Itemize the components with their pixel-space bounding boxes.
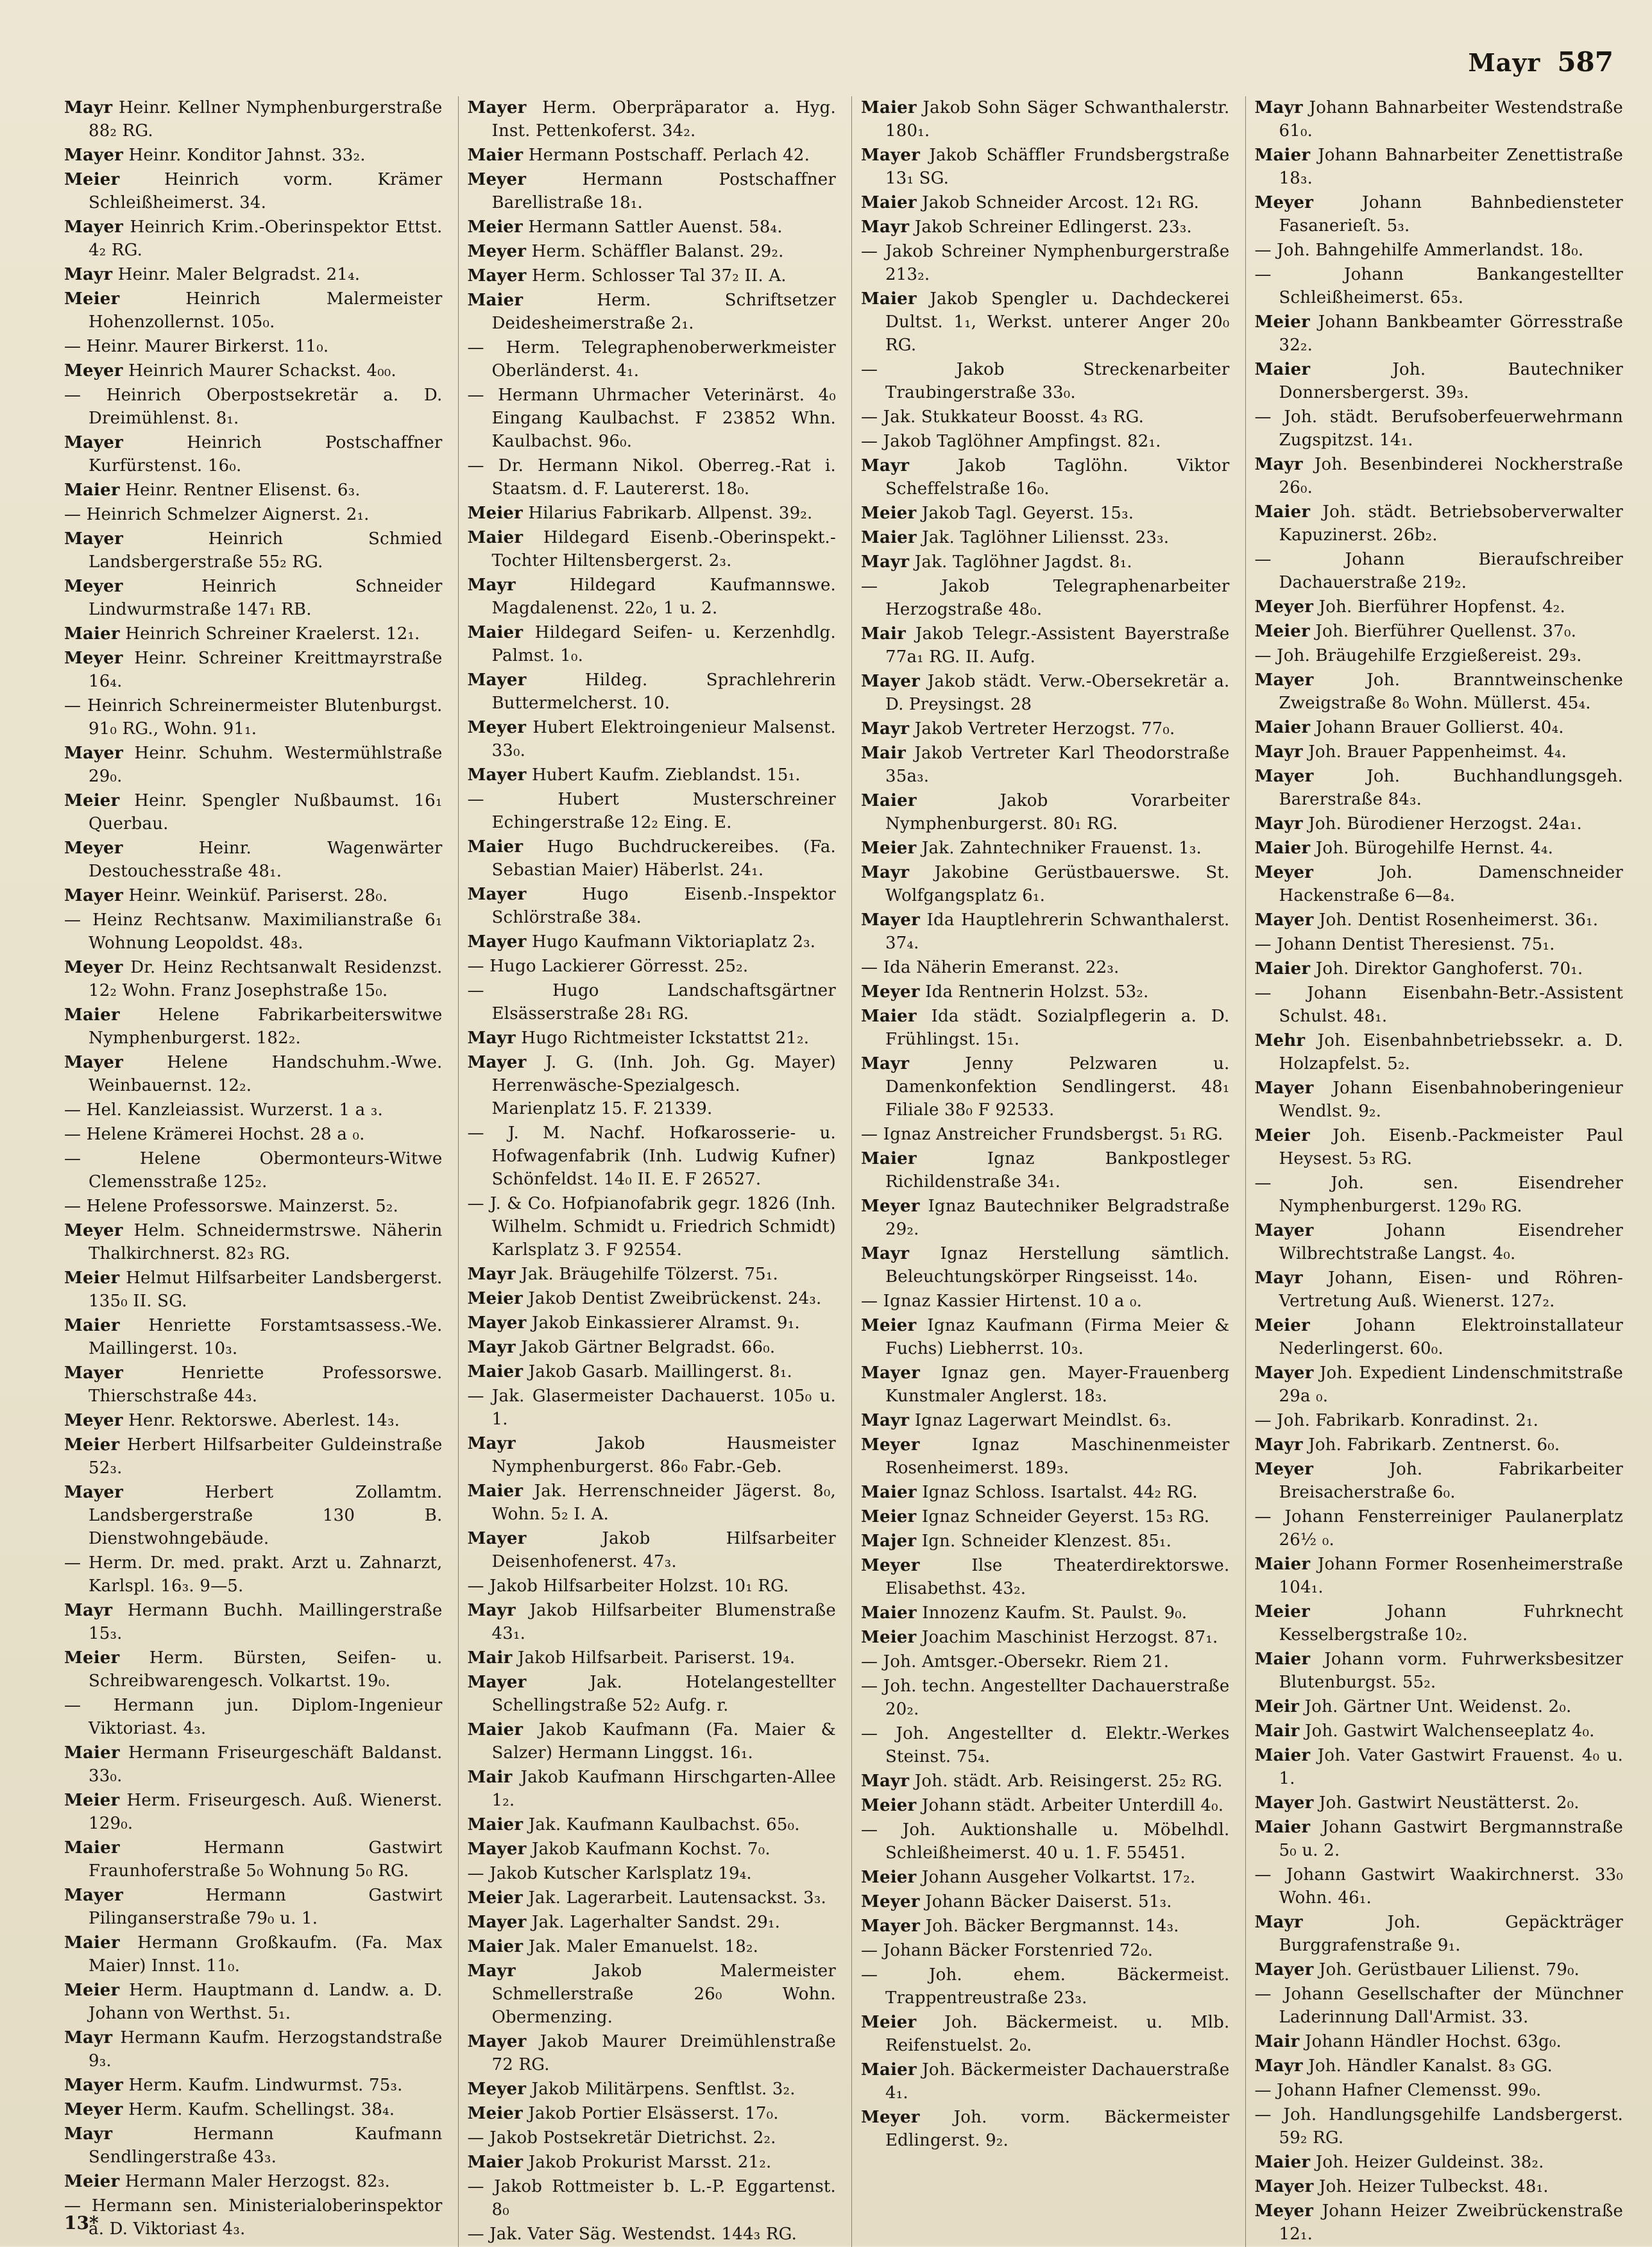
directory-entry: Mayr Jakob Vertreter Herzogst. 77₀. bbox=[861, 719, 1175, 739]
directory-entry: Meyer Jakob Militärpens. Senftlst. 3₂. bbox=[467, 2080, 796, 2099]
directory-entry: Mayer Heinr. Weinküf. Pariserst. 28₀. bbox=[64, 886, 388, 905]
directory-entry: — Jak. Glasermeister Dachauerst. 105₀ u. 1. bbox=[467, 1387, 836, 1429]
directory-entry: Meyer Johann Heizer Zweibrückenstraße 12₁. bbox=[1254, 2201, 1623, 2244]
directory-entry: — Johann Bankangestellter Schleißheimerst. 65₃. bbox=[1254, 265, 1623, 307]
directory-entry: Mayr Joh. Besenbinderei Nockherstraße 26₀. bbox=[1254, 455, 1623, 497]
directory-entry: Mayer Jakob städt. Verw.-Obersekretär a. D. Preysingst. 28 bbox=[861, 672, 1230, 714]
directory-entry: — Heinrich Schmelzer Aignerst. 2₁. bbox=[64, 505, 370, 524]
directory-entry: Meyer Joh. Fabrikarbeiter Breisacherstraße 6₀. bbox=[1254, 1460, 1623, 1502]
directory-entry: Mayer Joh. Branntweinschenke Zweigstraße 8₀ Wohn. Müllerst. 45₄. bbox=[1254, 671, 1623, 713]
directory-entry: Meyer Henr. Rektorswe. Aberlest. 14₃. bbox=[64, 1411, 400, 1430]
directory-entry: Maier Ida städt. Sozialpflegerin a. D. Frühlingst. 15₁. bbox=[861, 1007, 1230, 1049]
directory-entry: Maier Joh. Heizer Guldeinst. 38₂. bbox=[1254, 2153, 1544, 2172]
directory-entry: Meir Joh. Gärtner Unt. Weidenst. 2₀. bbox=[1254, 1697, 1572, 1716]
directory-entry: Maier Joh. Vater Gastwirt Frauenst. 4₀ u. 1. bbox=[1254, 1746, 1623, 1788]
directory-entry: — Heinrich Schreinermeister Blutenburgst. 91₀ RG., Wohn. 91₁. bbox=[64, 696, 443, 739]
directory-entry: — Johann Fensterreiniger Paulanerplatz 26½ ₀. bbox=[1254, 1507, 1623, 1550]
directory-entry: Mayer Joh. Gerüstbauer Lilienst. 79₀. bbox=[1254, 1960, 1580, 1979]
directory-entry: Maier Jakob Kaufmann (Fa. Maier & Salzer) Hermann Linggst. 16₁. bbox=[467, 1720, 836, 1763]
directory-entry: Mayer Jak. Lagerhalter Sandst. 29₁. bbox=[467, 1913, 781, 1932]
directory-entry: — Jakob Kutscher Karlsplatz 19₄. bbox=[467, 1864, 752, 1883]
directory-entry: Mayer Jakob Maurer Dreimühlenstraße 72 RG. bbox=[467, 2032, 836, 2074]
directory-entry: Mayr Joh. Fabrikarb. Zentnerst. 6₀. bbox=[1254, 1435, 1560, 1455]
directory-entry: — Joh. sen. Eisendreher Nymphenburgerst. 129₀ RG. bbox=[1254, 1174, 1623, 1216]
directory-entry: Mayr Heinr. Maler Belgradst. 21₄. bbox=[64, 265, 361, 284]
directory-entry: Meier Herm. Hauptmann d. Landw. a. D. Johann von Werthst. 5₁. bbox=[64, 1981, 443, 2023]
directory-entry: Meyer Joh. Bierführer Hopfenst. 4₂. bbox=[1254, 597, 1565, 617]
directory-entry: Mayr Joh. Bürodiener Herzogst. 24a₁. bbox=[1254, 814, 1582, 833]
directory-entry: Maier Hermann Gastwirt Fraunhoferstraße 5₀ Wohnung 5₀ RG. bbox=[64, 1838, 443, 1881]
directory-entry: Meyer Hermann Postschaffner Barellistraße 18₁. bbox=[467, 170, 836, 212]
directory-entry: Meier Hermann Maler Herzogst. 82₃. bbox=[64, 2172, 391, 2191]
directory-entry: Maier Jakob Gasarb. Maillingerst. 8₁. bbox=[467, 1362, 793, 1381]
directory-entry: — Jak. Vater Säg. Westendst. 144₃ RG. bbox=[467, 2225, 797, 2244]
directory-entry: — Jakob Postsekretär Dietrichst. 2₂. bbox=[467, 2128, 776, 2148]
directory-entry: — Ignaz Kassier Hirtenst. 10 a ₀. bbox=[861, 1292, 1143, 1311]
directory-entry: Maier Joh. Bürogehilfe Hernst. 4₄. bbox=[1254, 839, 1554, 858]
directory-entry: Mair Jakob Hilfsarbeit. Pariserst. 19₄. bbox=[467, 1648, 796, 1668]
directory-entry: — Johann Hafner Clemensst. 99₀. bbox=[1254, 2081, 1542, 2100]
column-1 bbox=[64, 96, 443, 2247]
directory-entry: Mayer Jakob Schäffler Frundsbergstraße 13₁ SG. bbox=[861, 146, 1230, 188]
directory-entry: — Joh. ehem. Bäckermeist. Trappentreustraße 23₃. bbox=[861, 1965, 1230, 2008]
directory-entry: Mayer Jak. Hotelangestellter Schellingstraße 52₂ Aufg. r. bbox=[467, 1673, 836, 1715]
directory-entry: — Hugo Landschaftsgärtner Elsässerstraße 28₁ RG. bbox=[467, 981, 836, 1023]
directory-entry: Mayr Jak. Taglöhner Jagdst. 8₁. bbox=[861, 552, 1132, 572]
directory-entry: — Hermann Uhrmacher Veterinärst. 4₀ Eingang Kaulbachst. F 23852 Whn. Kaulbachst. 96₀. bbox=[467, 386, 836, 451]
directory-entry: Meier Jak. Zahntechniker Frauenst. 1₃. bbox=[861, 839, 1202, 858]
directory-entry: Mayr Ignaz Herstellung sämtlich. Beleuchtungskörper Ringseisst. 14₀. bbox=[861, 1244, 1230, 1286]
directory-entry: — Johann Dentist Theresienst. 75₁. bbox=[1254, 935, 1555, 954]
directory-entry: Mair Jakob Vertreter Karl Theodorstraße 35a₃. bbox=[861, 744, 1230, 786]
directory-entry: Mayer Joh. Gastwirt Neustätterst. 2₀. bbox=[1254, 1793, 1580, 1813]
directory-entry: Maier Henriette Forstamtsassess.-We. Maillingerst. 10₃. bbox=[64, 1316, 443, 1358]
directory-entry: Meier Ignaz Kaufmann (Firma Meier & Fuchs) Liebherrst. 10₃. bbox=[861, 1316, 1230, 1358]
directory-entry: Mayer Heinr. Schuhm. Westermühlstraße 29₀. bbox=[64, 744, 443, 786]
directory-entry: Meyer Hubert Elektroingenieur Malsenst. 33₀. bbox=[467, 718, 836, 760]
directory-entry: Mayr Jakob Taglöhn. Viktor Scheffelstraße 16₀. bbox=[861, 456, 1230, 499]
directory-entry: Maier Ignaz Schloss. Isartalst. 44₂ RG. bbox=[861, 1483, 1198, 1502]
directory-entry: Meier Joachim Maschinist Herzogst. 87₁. bbox=[861, 1628, 1218, 1647]
directory-entry: Meier Jakob Dentist Zweibrückenst. 24₃. bbox=[467, 1289, 822, 1308]
directory-entry: Mayr Jenny Pelzwaren u. Damenkonfektion Sendlingerst. 48₁ Filiale 38₀ F 92533. bbox=[861, 1054, 1230, 1120]
directory-entry: Meier Heinr. Spengler Nußbaumst. 16₁ Querbau. bbox=[64, 791, 443, 833]
directory-entry: Maier Hugo Buchdruckereibes. (Fa. Sebastian Maier) Häberlst. 24₁. bbox=[467, 837, 836, 880]
directory-entry: — Joh. techn. Angestellter Dachauerstraße 20₂. bbox=[861, 1677, 1230, 1719]
directory-entry: Mayer Hubert Kaufm. Zieblandst. 15₁. bbox=[467, 765, 801, 785]
directory-entry: — J. M. Nachf. Hofkarosserie- u. Hofwagenfabrik (Inh. Ludwig Kufner) Schönfeldst. 14₀ II. E. F 26527. bbox=[467, 1124, 836, 1189]
directory-entry: — Hermann jun. Diplom-Ingenieur Viktoriast. 4₃. bbox=[64, 1696, 443, 1738]
directory-entry: Mayer Jakob Hilfsarbeiter Deisenhofenerst. 47₃. bbox=[467, 1529, 836, 1571]
directory-entry: — Jakob Rottmeister b. L.-P. Eggartenst. 8₀ bbox=[467, 2177, 836, 2219]
signature-mark: 13* bbox=[64, 2212, 99, 2234]
directory-entry: Mayer Herbert Zollamtm. Landsbergerstraße 130 B. Dienstwohngebäude. bbox=[64, 1483, 443, 1548]
directory-entry: — Joh. städt. Berufsoberfeuerwehrmann Zugspitzst. 14₁. bbox=[1254, 407, 1623, 450]
directory-entry: Maier Joh. städt. Betriebsoberverwalter Kapuzinerst. 26b₂. bbox=[1254, 502, 1623, 545]
directory-entry: Mayer Joh. Dentist Rosenheimerst. 36₁. bbox=[1254, 910, 1599, 930]
directory-entry: Mayer Jakob Kaufmann Kochst. 7₀. bbox=[467, 1840, 771, 1859]
directory-entry: Mayer Heinrich Schmied Landsbergerstraße 55₂ RG. bbox=[64, 529, 443, 572]
directory-entry: Mayer Joh. Heizer Tulbeckst. 48₁. bbox=[1254, 2177, 1549, 2196]
directory-entry: Mayr Joh. Brauer Pappenheimst. 4₄. bbox=[1254, 742, 1567, 762]
directory-entry: Maier Johann Gastwirt Bergmannstraße 5₀ u. 2. bbox=[1254, 1818, 1623, 1860]
directory-entry: Meier Johann Bankbeamter Görresstraße 32₂. bbox=[1254, 312, 1623, 355]
directory-entry: Meier Herm. Friseurgesch. Auß. Wienerst. 129₀. bbox=[64, 1791, 443, 1833]
directory-entry: — Hugo Lackierer Görresst. 25₂. bbox=[467, 957, 749, 976]
directory-entry: — Joh. Auktionshalle u. Möbelhdl. Schleißheimerst. 40 u. 1. F. 55451. bbox=[861, 1820, 1230, 1863]
directory-entry: Meyer Joh. vorm. Bäckermeister Edlingerst. 9₂. bbox=[861, 2108, 1230, 2150]
directory-entry: Meyer Dr. Heinz Rechtsanwalt Residenzst. 12₂ Wohn. Franz Josephstraße 15₀. bbox=[64, 958, 443, 1000]
directory-entry: Mayr Hermann Buchh. Maillingerstraße 15₃. bbox=[64, 1601, 443, 1643]
directory-entry: — Joh. Bahngehilfe Ammerlandst. 18₀. bbox=[1254, 241, 1584, 260]
directory-entry: Meier Hilarius Fabrikarb. Allpenst. 39₂. bbox=[467, 504, 813, 523]
column-2 bbox=[458, 96, 837, 2247]
directory-entry: Maier Jakob Schneider Arcost. 12₁ RG. bbox=[861, 193, 1200, 212]
directory-entry: Meier Joh. Bierführer Quellenst. 37₀. bbox=[1254, 622, 1577, 641]
directory-entry: Mayer Ignaz gen. Mayer-Frauenberg Kunstmaler Anglerst. 18₃. bbox=[861, 1363, 1230, 1406]
directory-entry: Mayr Hermann Kaufm. Herzogstandstraße 9₃. bbox=[64, 2028, 443, 2071]
directory-entry: Maier Hildegard Seifen- u. Kerzenhdlg. Palmst. 1₀. bbox=[467, 623, 836, 665]
directory-entry: — Hel. Kanzleiassist. Wurzerst. 1 a ₃. bbox=[64, 1100, 383, 1120]
directory-entry: Maier Hermann Postschaff. Perlach 42. bbox=[467, 146, 810, 165]
directory-entry: Majer Ign. Schneider Klenzest. 85₁. bbox=[861, 1532, 1172, 1551]
directory-entry: Mayer Heinrich Krim.-Oberinspektor Ettst. 4₂ RG. bbox=[64, 218, 443, 260]
directory-entry: Mayer Jakob Einkassierer Alramst. 9₁. bbox=[467, 1313, 800, 1333]
directory-entry: Mayr Jakob Hausmeister Nymphenburgerst. 86₀ Fabr.-Geb. bbox=[467, 1434, 836, 1476]
page-header bbox=[1469, 46, 1614, 78]
directory-entry: Maier Innozenz Kaufm. St. Paulst. 9₀. bbox=[861, 1603, 1188, 1623]
directory-entry: Maier Hermann Großkaufm. (Fa. Max Maier) Innst. 11₀. bbox=[64, 1933, 443, 1976]
directory-entry: Mayer Joh. Bäcker Bergmannst. 14₃. bbox=[861, 1917, 1179, 1936]
directory-entry: — Jak. Stukkateur Boosst. 4₃ RG. bbox=[861, 407, 1145, 427]
directory-entry: Meier Jakob Portier Elsässerst. 17₀. bbox=[467, 2104, 779, 2123]
directory-entry: — Johann Bäcker Forstenried 72₀. bbox=[861, 1941, 1154, 1960]
directory-entry: — Helene Krämerei Hochst. 28 a ₀. bbox=[64, 1125, 365, 1144]
directory-entry: Mair Jakob Telegr.-Assistent Bayerstraße 77a₁ RG. II. Aufg. bbox=[861, 624, 1230, 667]
directory-entry: Meier Jak. Lagerarbeit. Lautensackst. 3₃. bbox=[467, 1888, 826, 1908]
directory-entry: Maier Heinrich Schreiner Kraelerst. 12₁. bbox=[64, 624, 420, 644]
directory-entry: Mair Joh. Gastwirt Walchenseeplatz 4₀. bbox=[1254, 1722, 1595, 1741]
directory-entry: Meyer Heinrich Maurer Schackst. 4₀₀. bbox=[64, 361, 396, 380]
directory-entry: Mair Johann Händler Hochst. 63g₀. bbox=[1254, 2032, 1562, 2051]
page-number: 587 bbox=[1557, 46, 1614, 78]
directory-entry: Meyer Johann Bahnbediensteter Fasanerieſt. 5₃. bbox=[1254, 193, 1623, 235]
directory-entry: — Heinz Rechtsanw. Maximilianstraße 6₁ Wohnung Leopoldst. 48₃. bbox=[64, 910, 443, 953]
directory-entry: Mayr Hugo Richtmeister Ickstattst 21₂. bbox=[467, 1029, 810, 1048]
directory-entry: Mayr Jakob Gärtner Belgradst. 66₀. bbox=[467, 1338, 776, 1357]
directory-entry: Meyer Ida Rentnerin Holzst. 53₂. bbox=[861, 982, 1149, 1002]
directory-entry: Mayer Hildeg. Sprachlehrerin Buttermelcherst. 10. bbox=[467, 671, 836, 713]
directory-entry: Mayr Jak. Bräugehilfe Tölzerst. 75₁. bbox=[467, 1265, 778, 1284]
directory-entry: — Joh. Bräugehilfe Erzgießereist. 29₃. bbox=[1254, 646, 1582, 665]
directory-entry: — J. & Co. Hofpianofabrik gegr. 1826 (Inh. Wilhelm. Schmidt u. Friedrich Schmidt) Karlsplatz 3. F 92554. bbox=[467, 1194, 836, 1260]
directory-entry: — Jakob Schreiner Nymphenburgerstraße 213₂. bbox=[861, 242, 1230, 284]
directory-entry: Maier Jak. Maler Emanuelst. 18₂. bbox=[467, 1937, 759, 1956]
directory-entry: Maier Johann Bahnarbeiter Zenettistraße 18₃. bbox=[1254, 146, 1623, 188]
directory-columns bbox=[64, 96, 1623, 2244]
directory-entry: Maier Jak. Taglöhner Liliensst. 23₃. bbox=[861, 528, 1170, 547]
directory-entry: Meyer Joh. Damenschneider Hackenstraße 6—8₄. bbox=[1254, 863, 1623, 905]
directory-entry: Maier Heinr. Rentner Elisenst. 6₃. bbox=[64, 481, 361, 500]
directory-entry: Meyer Heinr. Schreiner Kreittmayrstraße 16₄. bbox=[64, 649, 443, 691]
directory-entry: — Heinr. Maurer Birkerst. 11₀. bbox=[64, 337, 329, 356]
directory-entry: Mayer Henriette Professorswe. Thierschstraße 44₃. bbox=[64, 1363, 443, 1406]
directory-entry: Mayr Joh. Händler Kanalst. 8₃ GG. bbox=[1254, 2056, 1553, 2076]
directory-entry: Mayer J. G. (Inh. Joh. Gg. Mayer) Herrenwäsche-Spezialgesch. Marienplatz 15. F. 21339. bbox=[467, 1053, 836, 1118]
directory-entry: Meier Herm. Bürsten, Seifen- u. Schreibwarengesch. Volkartst. 19₀. bbox=[64, 1648, 443, 1691]
directory-entry: — Hubert Musterschreiner Echingerstraße 12₂ Eing. E. bbox=[467, 790, 836, 832]
directory-entry: — Ida Näherin Emeranst. 22₃. bbox=[861, 958, 1120, 977]
directory-entry: Meyer Ignaz Maschinenmeister Rosenheimerst. 189₃. bbox=[861, 1435, 1230, 1478]
directory-entry: Maier Jakob Sohn Säger Schwanthalerstr. 180₁. bbox=[861, 98, 1230, 141]
directory-entry: Mair Jakob Kaufmann Hirschgarten-Allee 1₂. bbox=[467, 1768, 836, 1810]
directory-entry: Meier Herbert Hilfsarbeiter Guldeinstraße 52₃. bbox=[64, 1435, 443, 1478]
directory-entry: Meyer Ignaz Bautechniker Belgradstraße 29₂. bbox=[861, 1197, 1230, 1239]
directory-entry: Meier Johann Elektroinstallateur Nederlingerst. 60₀. bbox=[1254, 1316, 1623, 1358]
directory-entry: Mayer Joh. Buchhandlungsgeh. Barerstraße 84₃. bbox=[1254, 767, 1623, 809]
directory-entry: Maier Ignaz Bankpostleger Richildenstraße 34₁. bbox=[861, 1149, 1230, 1192]
directory-entry: Mayer Joh. Expedient Lindenschmitstraße 29a ₀. bbox=[1254, 1363, 1623, 1406]
directory-entry: — Jakob Streckenarbeiter Traubingerstraße 33₀. bbox=[861, 360, 1230, 402]
directory-entry: Mayer Herm. Kaufm. Lindwurmst. 75₃. bbox=[64, 2076, 403, 2095]
directory-entry: Meyer Johann Bäcker Daiserst. 51₃. bbox=[861, 1892, 1172, 1911]
directory-entry: — Dr. Hermann Nikol. Oberreg.-Rat i. Staatsm. d. F. Lautererst. 18₀. bbox=[467, 456, 836, 499]
directory-entry: Maier Joh. Direktor Ganghoferst. 70₁. bbox=[1254, 959, 1583, 978]
directory-entry: Maier Johann Brauer Gollierst. 40₄. bbox=[1254, 718, 1564, 737]
directory-entry: Maier Hermann Friseurgeschäft Baldanst. 33₀. bbox=[64, 1743, 443, 1786]
directory-entry: Mayer Heinrich Postschaffner Kurfürstenst. 16₀. bbox=[64, 433, 443, 475]
directory-entry: Mayr Joh. Gepäckträger Burggrafenstraße 9₁. bbox=[1254, 1913, 1623, 1955]
directory-entry: Meyer Ilse Theaterdirektorswe. Elisabethst. 43₂. bbox=[861, 1556, 1230, 1598]
column-3 bbox=[851, 96, 1230, 2247]
directory-entry: Maier Helene Fabrikarbeiterswitwe Nymphenburgerst. 182₂. bbox=[64, 1005, 443, 1048]
directory-entry: Meier Heinrich Malermeister Hohenzollernst. 105₀. bbox=[64, 289, 443, 332]
directory-entry: Mayer Johann Eisenbahnoberingenieur Wendlst. 9₂. bbox=[1254, 1079, 1623, 1121]
directory-entry: Meier Joh. Bäckermeist. u. Mlb. Reifenstuelst. 2₀. bbox=[861, 2013, 1230, 2055]
directory-entry: Meyer Heinr. Wagenwärter Destouchesstraße 48₁. bbox=[64, 839, 443, 881]
directory-entry: Maier Jak. Kaufmann Kaulbachst. 65₀. bbox=[467, 1815, 800, 1834]
directory-entry: — Helene Obermonteurs-Witwe Clemensstraße 125₂. bbox=[64, 1149, 443, 1192]
directory-entry: — Joh. Amtsger.-Obersekr. Riem 21. bbox=[861, 1652, 1170, 1671]
directory-entry: Mayr Hildegard Kaufmannswe. Magdalenenst. 22₀, 1 u. 2. bbox=[467, 576, 836, 618]
directory-entry: Maier Herm. Schriftsetzer Deidesheimerstraße 2₁. bbox=[467, 291, 836, 333]
directory-entry: Meyer Helm. Schneidermstrswe. Näherin Thalkirchnerst. 82₃ RG. bbox=[64, 1221, 443, 1263]
directory-entry: Maier Joh. Bäckermeister Dachauerstraße 4₁. bbox=[861, 2060, 1230, 2103]
directory-entry: — Jakob Hilfsarbeiter Holzst. 10₁ RG. bbox=[467, 1576, 789, 1596]
directory-entry: Mayr Jakob Malermeister Schmellerstraße 26₀ Wohn. Obermenzing. bbox=[467, 1961, 836, 2027]
directory-entry: — Johann Gastwirt Waakirchnerst. 33₀ Wohn. 46₁. bbox=[1254, 1865, 1623, 1908]
directory-entry: — Helene Professorswe. Mainzerst. 5₂. bbox=[64, 1197, 398, 1216]
directory-entry: Meier Hermann Sattler Auenst. 58₄. bbox=[467, 218, 783, 237]
directory-entry: Mayr Ignaz Lagerwart Meindlst. 6₃. bbox=[861, 1411, 1172, 1430]
directory-entry: — Herm. Dr. med. prakt. Arzt u. Zahnarzt, Karlspl. 16₃. 9—5. bbox=[64, 1553, 443, 1596]
directory-entry: Maier Hildegard Eisenb.-Oberinspekt.-Tochter Hiltensbergerst. 2₃. bbox=[467, 528, 836, 570]
directory-entry: Maier Jakob Prokurist Marsst. 21₂. bbox=[467, 2153, 772, 2172]
directory-entry: Maier Joh. Bautechniker Donnersbergerst. 39₃. bbox=[1254, 360, 1623, 402]
directory-entry: Mayer Johann Eisendreher Wilbrechtstraße Langst. 4₀. bbox=[1254, 1221, 1623, 1263]
directory-entry: Meier Ignaz Schneider Geyerst. 15₃ RG. bbox=[861, 1507, 1210, 1526]
running-head: Mayr bbox=[1468, 48, 1541, 77]
directory-entry: Mayer Hugo Kaufmann Viktoriaplatz 2₃. bbox=[467, 932, 816, 952]
directory-entry: Mayr Johann, Eisen- und Röhren-Vertretung Auß. Wienerst. 127₂. bbox=[1254, 1269, 1623, 1311]
directory-entry: Mehr Joh. Eisenbahnbetriebssekr. a. D. Holzapfelst. 5₂. bbox=[1254, 1031, 1623, 1073]
directory-entry: Mayer Herm. Schlosser Tal 37₂ II. A. bbox=[467, 266, 787, 286]
directory-entry: Meier Heinrich vorm. Krämer Schleißheimerst. 34. bbox=[64, 170, 443, 212]
directory-entry: Meyer Herm. Schäffler Balanst. 29₂. bbox=[467, 242, 784, 261]
directory-entry: — Heinrich Oberpostsekretär a. D. Dreimühlenst. 8₁. bbox=[64, 386, 443, 428]
directory-entry: Meyer Herm. Kaufm. Schellingst. 38₄. bbox=[64, 2100, 395, 2119]
directory-entry: Meyer Heinrich Schneider Lindwurmstraße 147₁ RB. bbox=[64, 577, 443, 619]
directory-entry: — Joh. Angestellter d. Elektr.-Werkes Steinst. 75₄. bbox=[861, 1724, 1230, 1766]
directory-entry: Mayer Hermann Gastwirt Pilinganserstraße 79₀ u. 1. bbox=[64, 1886, 443, 1928]
directory-entry: — Jakob Taglöhner Ampfingst. 82₁. bbox=[861, 432, 1161, 451]
directory-entry: — Johann Eisenbahn-Betr.-Assistent Schulst. 48₁. bbox=[1254, 984, 1623, 1026]
directory-entry: Meier Johann Fuhrknecht Kesselbergstraße 10₂. bbox=[1254, 1602, 1623, 1645]
directory-entry: Meier Helmut Hilfsarbeiter Landsbergerst. 135₀ II. SG. bbox=[64, 1269, 443, 1311]
directory-entry: Mayr Joh. städt. Arb. Reisingerst. 25₂ RG. bbox=[861, 1772, 1223, 1791]
directory-entry: Mayr Jakob Hilfsarbeiter Blumenstraße 43₁. bbox=[467, 1601, 836, 1643]
directory-entry: — Herm. Telegraphenoberwerkmeister Oberländerst. 4₁. bbox=[467, 338, 836, 380]
directory-entry: Maier Jak. Herrenschneider Jägerst. 8₀, Wohn. 5₂ I. A. bbox=[467, 1482, 836, 1524]
directory-entry: Mayer Ida Hauptlehrerin Schwanthalerst. 37₄. bbox=[861, 910, 1230, 953]
directory-entry: Mayr Johann Bahnarbeiter Westendstraße 61₀. bbox=[1254, 98, 1623, 141]
directory-entry: Mayer Helene Handschuhm.-Wwe. Weinbauernst. 12₂. bbox=[64, 1053, 443, 1095]
directory-entry: Mayr Jakob Schreiner Edlingerst. 23₃. bbox=[861, 218, 1192, 237]
directory-entry: Mayer Hugo Eisenb.-Inspektor Schlörstraße 38₄. bbox=[467, 885, 836, 927]
directory-entry: — Jakob Telegraphenarbeiter Herzogstraße 48₀. bbox=[861, 577, 1230, 619]
directory-entry: Mayer Heinr. Konditor Jahnst. 33₂. bbox=[64, 146, 366, 165]
directory-entry: Meier Joh. Eisenb.-Packmeister Paul Heysest. 5₃ RG. bbox=[1254, 1126, 1623, 1168]
directory-entry: Maier Jakob Spengler u. Dachdeckerei Dultst. 1₁, Werkst. unterer Anger 20₀ RG. bbox=[861, 289, 1230, 355]
directory-entry: Mayr Jakobine Gerüstbauerswe. St. Wolfgangsplatz 6₁. bbox=[861, 863, 1230, 905]
directory-entry: Maier Johann vorm. Fuhrwerksbesitzer Blutenburgst. 55₂. bbox=[1254, 1650, 1623, 1692]
directory-entry: Mayr Hermann Kaufmann Sendlingerstraße 43₃. bbox=[64, 2124, 443, 2167]
directory-entry: — Joh. Handlungsgehilfe Landsbergerst. 59₂ RG. bbox=[1254, 2105, 1623, 2148]
directory-entry: Mayer Herm. Oberpräparator a. Hyg. Inst. Pettenkoferst. 34₂. bbox=[467, 98, 836, 141]
directory-entry: — Ignaz Anstreicher Frundsbergst. 5₁ RG. bbox=[861, 1125, 1223, 1144]
directory-entry: Meier Johann Ausgeher Volkartst. 17₂. bbox=[861, 1868, 1196, 1887]
directory-entry: Maier Johann Former Rosenheimerstraße 104₁. bbox=[1254, 1555, 1623, 1597]
column-4 bbox=[1245, 96, 1624, 2247]
directory-entry: — Joh. Fabrikarb. Konradinst. 2₁. bbox=[1254, 1411, 1539, 1430]
directory-entry: Meier Johann städt. Arbeiter Unterdill 4₀. bbox=[861, 1796, 1224, 1815]
directory-entry: Maier Jakob Vorarbeiter Nymphenburgerst. 80₁ RG. bbox=[861, 791, 1230, 833]
directory-entry: — Johann Bieraufschreiber Dachauerstraße 219₂. bbox=[1254, 550, 1623, 592]
directory-entry: Meier Jakob Tagl. Geyerst. 15₃. bbox=[861, 504, 1134, 523]
directory-entry: — Johann Gesellschafter der Münchner Laderinnung Dall'Armist. 33. bbox=[1254, 1985, 1623, 2027]
directory-entry: Mayr Heinr. Kellner Nymphenburgerstraße 88₂ RG. bbox=[64, 98, 443, 141]
directory-entry: — Hermann sen. Ministerialoberinspektor a. D. Viktoriast 4₃. bbox=[64, 2196, 443, 2239]
